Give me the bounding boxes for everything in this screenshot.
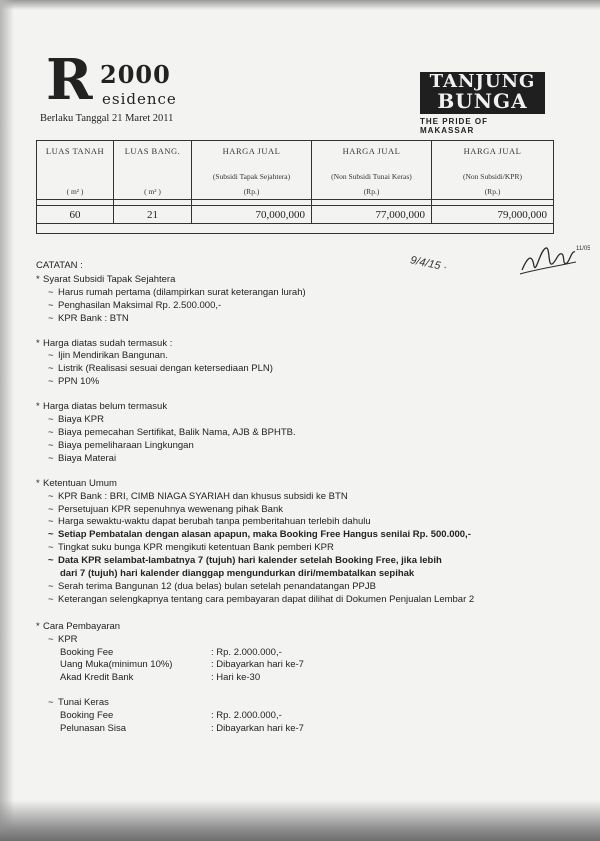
- price-table: [36, 140, 554, 234]
- handwritten-note: 9/4/15 ·: [409, 254, 449, 274]
- bullet-icon: *: [36, 477, 40, 489]
- dash-icon: ~: [48, 593, 54, 605]
- list-item-text: Listrik (Realisasi sesuai dengan ketersediaan PLN): [58, 363, 273, 375]
- tanjung-bunga-logo: [420, 72, 545, 135]
- dash-icon: ~: [48, 529, 54, 541]
- header-cell: [37, 141, 114, 200]
- header-unit: ( m² ): [66, 187, 84, 196]
- header-cell: [192, 141, 312, 200]
- payment-row: [36, 659, 556, 672]
- header-title: HARGA JUAL: [342, 146, 401, 156]
- list-item-text: Biaya pemecahan Sertifikat, Balik Nama, AJB & BPHTB.: [58, 426, 296, 438]
- payment-cash-label: [36, 697, 556, 710]
- header-unit: ( m² ): [144, 187, 161, 196]
- payment-value: : Dibayarkan hari ke-7: [211, 659, 304, 671]
- list-item-text: Penghasilan Maksimal Rp. 2.500.000,-: [58, 299, 222, 311]
- list-item-text: Serah terima Bangunan 12 (dua belas) bulan setelah penandatangan PPJB: [58, 580, 376, 592]
- dash-icon: ~: [48, 580, 54, 592]
- price-table-header: [37, 141, 554, 200]
- effective-date: Berlaku Tanggal 21 Maret 2011: [40, 113, 174, 124]
- dash-icon: ~: [48, 452, 54, 464]
- section-title: [36, 401, 556, 414]
- dash-icon: ~: [48, 286, 54, 298]
- list-item: [36, 300, 556, 313]
- list-item-continuation: dari 7 (tujuh) hari kalender dianggap mengundurkan diri/membatalkan sepihak: [60, 568, 415, 580]
- list-item-text: Harga sewaktu-waktu dapat berubah tanpa pemberitahuan terlebih dahulu: [58, 516, 371, 528]
- header-sub: (Subsidi Tapak Sejahtera): [212, 172, 291, 181]
- list-item: [36, 440, 556, 453]
- section-title-text: Ketentuan Umum: [43, 477, 117, 489]
- header-sub: (Non Subsidi/KPR): [463, 172, 522, 181]
- section-title: [36, 338, 556, 351]
- list-item: [36, 453, 556, 466]
- payment-label: Pelunasan Sisa: [60, 723, 127, 735]
- header-title: HARGA JUAL: [463, 146, 522, 156]
- r2000-residence-logo: [38, 47, 198, 120]
- section-title-text: Harga diatas belum termasuk: [43, 401, 168, 413]
- list-item-text: KPR Bank : BTN: [58, 312, 129, 324]
- logo-tagline: THE PRIDE OF MAKASSAR: [420, 117, 489, 135]
- list-item: [36, 363, 556, 376]
- list-item-text: KPR Bank : BRI, CIMB NIAGA SYARIAH dan khusus subsidi ke BTN: [58, 490, 348, 502]
- list-item-text: KPR: [58, 633, 78, 645]
- logo-line1: TANJUNG: [429, 71, 536, 92]
- list-item-text: Tingkat suku bunga KPR mengikuti ketentuan Bank pemberi KPR: [58, 542, 334, 554]
- section-title: [36, 621, 556, 634]
- list-item-text: Setiap Pembatalan dengan alasan apapun, maka Booking Free Hangus senilai Rp. 500.000,-: [58, 529, 471, 541]
- payment-row: [36, 647, 556, 660]
- notes-group-payment: [36, 621, 556, 736]
- bullet-icon: *: [36, 401, 40, 413]
- notes-section: [36, 260, 556, 736]
- table-row: [37, 206, 554, 224]
- land-area-cell: 60: [37, 206, 114, 224]
- dash-icon: ~: [48, 363, 54, 375]
- dash-icon: ~: [48, 439, 54, 451]
- header-title: HARGA JUAL: [222, 146, 281, 156]
- list-item-text: Persetujuan KPR sepenuhnya wewenang pihak Bank: [58, 503, 283, 515]
- header-cell: [114, 141, 192, 200]
- section-title-text: Harga diatas sudah termasuk :: [43, 337, 173, 349]
- dash-icon: ~: [48, 414, 54, 426]
- table-footer-row: [37, 224, 554, 234]
- payment-value: : Rp. 2.000.000,-: [211, 710, 282, 722]
- dash-icon: ~: [48, 376, 54, 388]
- header-title: LUAS TANAH: [45, 146, 105, 156]
- dash-icon: ~: [48, 426, 54, 438]
- list-item: [36, 555, 556, 568]
- payment-label: Akad Kredit Bank: [60, 672, 134, 684]
- header-unit: (Rp.): [243, 187, 260, 196]
- payment-label: Booking Fee: [60, 646, 114, 658]
- list-item: [36, 516, 556, 529]
- dash-icon: ~: [48, 555, 54, 567]
- dash-icon: ~: [48, 350, 54, 362]
- dash-icon: ~: [48, 633, 54, 645]
- bullet-icon: *: [36, 337, 40, 349]
- notes-group-general-terms: [36, 478, 556, 607]
- notes-group-subsidy: [36, 274, 556, 326]
- list-item: [36, 350, 556, 363]
- payment-value: : Dibayarkan hari ke-7: [211, 723, 304, 735]
- bullet-icon: *: [36, 273, 40, 285]
- payment-kpr-label: [36, 634, 556, 647]
- logo-wordmark: esidence: [102, 90, 177, 108]
- building-area-cell: 21: [114, 206, 192, 224]
- notes-group-excluded: [36, 401, 556, 466]
- price-kpr-cell: 79,000,000: [432, 206, 554, 224]
- bullet-icon: *: [36, 620, 40, 632]
- header-unit: (Rp.): [363, 187, 380, 196]
- list-item: [36, 542, 556, 555]
- list-item: [36, 427, 556, 440]
- list-item-text: Biaya KPR: [58, 414, 104, 426]
- dash-icon: ~: [48, 299, 54, 311]
- header-unit: (Rp.): [484, 187, 501, 196]
- list-item-text: PPN 10%: [58, 376, 100, 388]
- dash-icon: ~: [48, 312, 54, 324]
- section-title: [36, 478, 556, 491]
- price-cash-cell: 77,000,000: [312, 206, 432, 224]
- list-item: [36, 529, 556, 542]
- section-title-text: Cara Pembayaran: [43, 620, 121, 632]
- notes-title: CATATAN :: [36, 260, 83, 271]
- list-item-text: Ijin Mendirikan Bangunan.: [58, 350, 168, 362]
- header-cell: [432, 141, 554, 200]
- list-item-text: Biaya pemeliharaan Lingkungan: [58, 439, 194, 451]
- price-subsidy-cell: 70,000,000: [192, 206, 312, 224]
- list-item-text: Tunai Keras: [58, 697, 109, 709]
- list-item: [36, 376, 556, 389]
- payment-row: [36, 672, 556, 685]
- list-item-text: Keterangan selengkapnya tentang cara pembayaran dapat dilihat di Dokumen Penjualan Lembar 2: [58, 593, 475, 605]
- payment-row: [36, 723, 556, 736]
- list-item-text: Data KPR selambat-lambatnya 7 (tujuh) hari kalender setelah Booking Free, jika lebih: [58, 555, 442, 567]
- logo-r-letter: R: [46, 47, 93, 113]
- list-item: [36, 287, 556, 300]
- header-cell: [312, 141, 432, 200]
- list-item-text: Harus rumah pertama (dilampirkan surat keterangan lurah): [58, 286, 306, 298]
- list-item: [36, 594, 556, 607]
- list-item: [36, 581, 556, 594]
- section-title-text: Syarat Subsidi Tapak Sejahtera: [43, 273, 176, 285]
- payment-label: Booking Fee: [60, 710, 114, 722]
- header-title: LUAS BANG.: [124, 146, 181, 156]
- payment-label: Uang Muka(minimun 10%): [60, 659, 173, 671]
- notes-group-included: [36, 338, 556, 390]
- payment-value: : Rp. 2.000.000,-: [211, 646, 282, 658]
- payment-value: : Hari ke-30: [211, 672, 261, 684]
- list-item-text: Biaya Materai: [58, 452, 117, 464]
- dash-icon: ~: [48, 697, 54, 709]
- list-item: [36, 504, 556, 517]
- scan-edge-top: [0, 0, 600, 10]
- logo-line2: BUNGA: [437, 89, 528, 113]
- list-item: [36, 491, 556, 504]
- table-cell: [37, 224, 554, 234]
- header-sub: (Non Subsidi Tunai Keras): [331, 172, 412, 181]
- signature-date: 11/05: [576, 246, 590, 252]
- section-title: [36, 274, 556, 287]
- list-item: [36, 414, 556, 427]
- dash-icon: ~: [48, 542, 54, 554]
- logo-year: 2000: [100, 60, 171, 89]
- scan-edge-left: [0, 0, 14, 841]
- dash-icon: ~: [48, 490, 54, 502]
- list-item: [36, 313, 556, 326]
- dash-icon: ~: [48, 516, 54, 528]
- payment-row: [36, 710, 556, 723]
- dash-icon: ~: [48, 503, 54, 515]
- logo-box: [420, 72, 545, 114]
- scan-edge-bottom: [0, 800, 600, 841]
